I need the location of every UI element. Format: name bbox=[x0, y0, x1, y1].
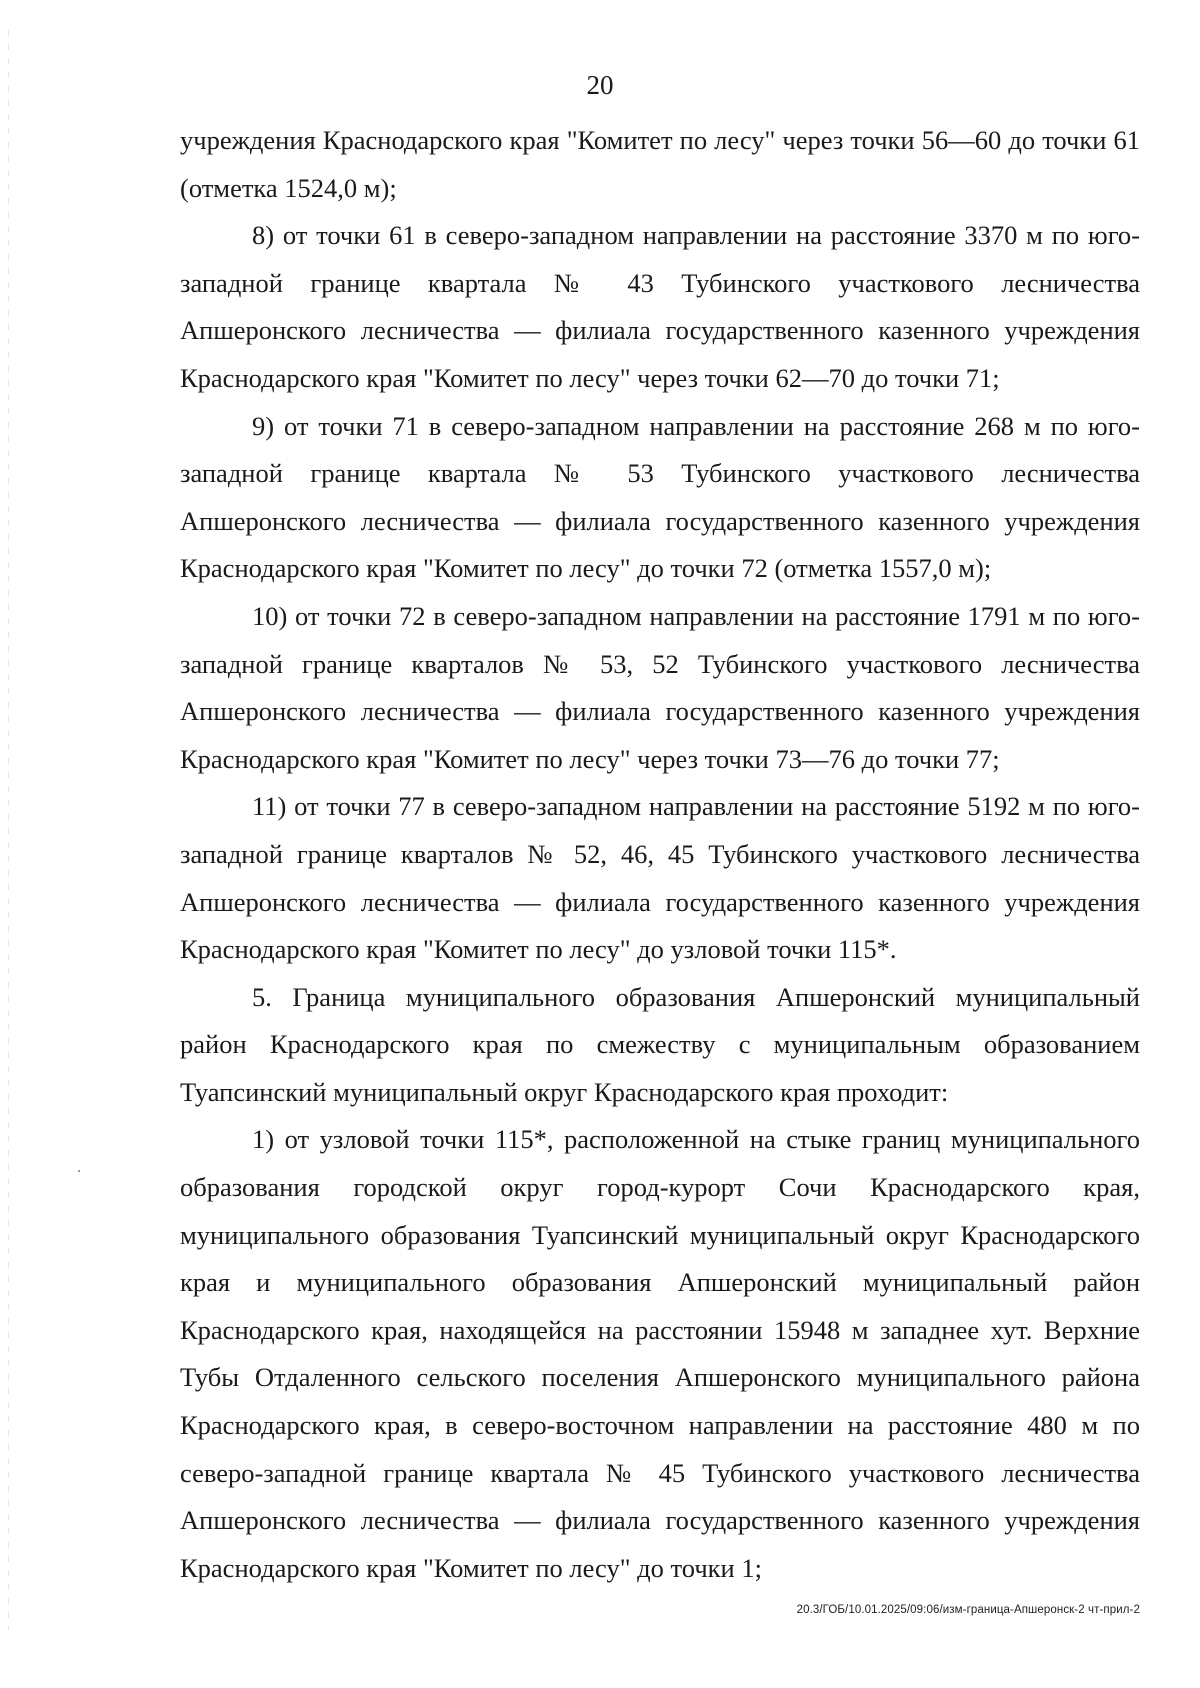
paragraph-section-5-item-1: 1) от узловой точки 115*, расположенной на стыке границ муниципального образования городской округ город-курорт Сочи Краснодарского края, муниципального образования Туапсинский муниципальный округ Краснодарского края и муниципального образования Апшеронский муниципальный район Краснодарского края, находящейся на расстоянии 15948 м западнее хут. Верхние Тубы Отдаленного сельского поселения Апшеронского муниципального района Краснодарского края, в северо-восточном направлении на расстояние 480 м по северо-западной границе квартала № 45 Тубинского участкового лесничества Апшеронского лесничества — филиала государственного казенного учреждения Краснодарского края "Комитет по лесу" до точки 1; bbox=[180, 1124, 1140, 1583]
paragraph-continuation: учреждения Краснодарского края "Комитет по лесу" через точки 56—60 до точки 61 (отметка 1524,0 м); bbox=[180, 125, 1140, 203]
scan-edge-artifact bbox=[8, 30, 9, 1630]
paragraph-item-11: 11) от точки 77 в северо-западном направлении на расстояние 5192 м по юго-западной границе кварталов № 52, 46, 45 Тубинского участкового лесничества Апшеронского лесничества — филиала государственного казенного учреждения Краснодарского края "Комитет по лесу" до узловой точки 115*. bbox=[180, 791, 1140, 965]
document-footer-code: 20.3/ГОБ/10.01.2025/09:06/изм-граница-Апшеронск-2 чт-прил-2 bbox=[796, 1604, 1140, 1616]
page-number: 20 bbox=[586, 70, 614, 100]
document-body bbox=[180, 117, 1140, 1592]
paragraph-item-10: 10) от точки 72 в северо-западном направлении на расстояние 1791 м по юго-западной границе кварталов № 53, 52 Тубинского участкового лесничества Апшеронского лесничества — филиала государственного казенного учреждения Краснодарского края "Комитет по лесу" через точки 73—76 до точки 77; bbox=[180, 600, 1140, 774]
paragraph-item-9: 9) от точки 71 в северо-западном направлении на расстояние 268 м по юго-западной границе квартала № 53 Тубинского участкового лесничества Апшеронского лесничества — филиала государственного казенного учреждения Краснодарского края "Комитет по лесу" до точки 72 (отметка 1557,0 м); bbox=[180, 410, 1140, 584]
paragraph-item-8: 8) от точки 61 в северо-западном направлении на расстояние 3370 м по юго-западной границе квартала № 43 Тубинского участкового лесничества Апшеронского лесничества — филиала государственного казенного учреждения Краснодарского края "Комитет по лесу" через точки 62—70 до точки 71; bbox=[180, 220, 1140, 393]
scan-speck bbox=[78, 1170, 80, 1172]
paragraph-section-5: 5. Граница муниципального образования Апшеронский муниципальный район Краснодарского края по смежеству с муниципальным образованием Туапсинский муниципальный округ Краснодарского края проходит: bbox=[180, 981, 1140, 1107]
